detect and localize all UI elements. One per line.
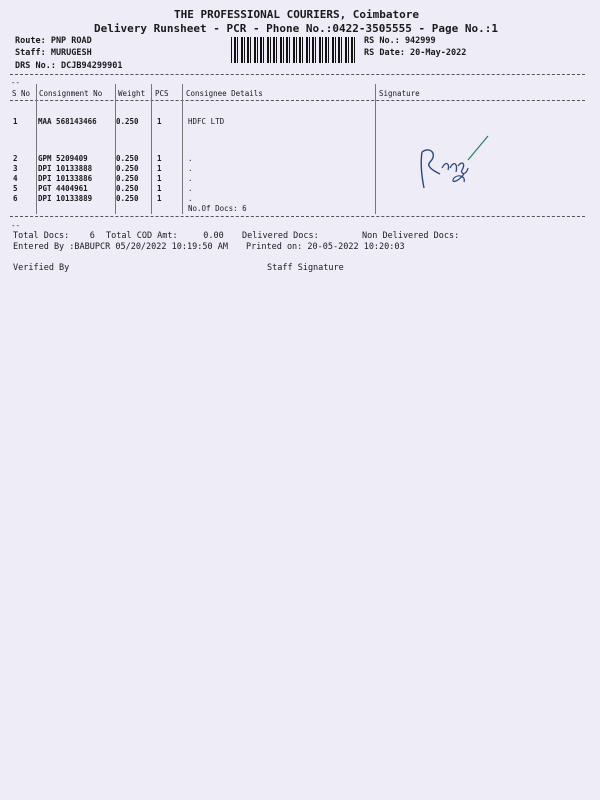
col-consignment: Consignment No bbox=[39, 89, 103, 98]
row-consignee: . bbox=[188, 194, 193, 203]
staff-signature-label: Staff Signature bbox=[267, 263, 344, 273]
row-consignment: GPM 5209409 bbox=[38, 154, 88, 163]
handwritten-signature bbox=[410, 130, 500, 200]
staff-label: Staff: MURUGESH bbox=[15, 48, 92, 58]
row-consignment: DPI 10133886 bbox=[38, 174, 93, 183]
header-divider bbox=[10, 74, 585, 75]
rs-number: RS No.: 942999 bbox=[364, 36, 436, 46]
total-cod: Total COD Amt: 0.00 bbox=[106, 231, 224, 241]
barcode bbox=[231, 37, 357, 63]
verified-by: Verified By bbox=[13, 263, 70, 273]
rs-date: RS Date: 20-May-2022 bbox=[364, 48, 467, 58]
company-title: THE PROFESSIONAL COURIERS, Coimbatore bbox=[174, 8, 420, 21]
row-sno: 2 bbox=[13, 154, 18, 163]
printed-on: Printed on: 20-05-2022 10:20:03 bbox=[246, 242, 405, 252]
col-sno: S No bbox=[12, 89, 31, 98]
table-header-divider bbox=[10, 100, 585, 101]
col-pcs: PCS bbox=[155, 89, 169, 98]
dash-mark: -- bbox=[11, 78, 21, 87]
row-sno: 1 bbox=[13, 117, 18, 126]
row-pcs: 1 bbox=[157, 154, 162, 163]
col-separator bbox=[375, 84, 376, 214]
row-consignee: HDFC LTD bbox=[188, 117, 225, 126]
row-sno: 3 bbox=[13, 164, 18, 173]
col-separator bbox=[182, 84, 183, 214]
row-sno: 5 bbox=[13, 184, 18, 193]
entered-by: Entered By :BABUPCR 05/20/2022 10:19:50 AM bbox=[13, 242, 228, 252]
runsheet-subtitle: Delivery Runsheet - PCR - Phone No.:0422-3505555 - Page No.:1 bbox=[94, 22, 498, 35]
row-pcs: 1 bbox=[157, 117, 162, 126]
row-sno: 6 bbox=[13, 194, 18, 203]
row-pcs: 1 bbox=[157, 184, 162, 193]
col-separator bbox=[151, 84, 152, 214]
row-consignee: . bbox=[188, 174, 193, 183]
row-consignment: DPI 10133888 bbox=[38, 164, 93, 173]
row-weight: 0.250 bbox=[116, 117, 139, 126]
row-pcs: 1 bbox=[157, 194, 162, 203]
row-sno: 4 bbox=[13, 174, 18, 183]
total-docs: Total Docs: 6 bbox=[13, 231, 95, 241]
row-consignment: MAA 568143466 bbox=[38, 117, 97, 126]
row-weight: 0.250 bbox=[116, 174, 139, 183]
row-consignee: . bbox=[188, 164, 193, 173]
dash-mark: -- bbox=[11, 221, 21, 230]
col-signature: Signature bbox=[379, 89, 420, 98]
table-bottom-divider bbox=[10, 216, 585, 217]
drs-number: DRS No.: DCJB94299901 bbox=[15, 61, 123, 71]
col-weight: Weight bbox=[118, 89, 146, 98]
row-weight: 0.250 bbox=[116, 154, 139, 163]
delivered-docs: Delivered Docs: bbox=[242, 231, 319, 241]
row-pcs: 1 bbox=[157, 174, 162, 183]
row-weight: 0.250 bbox=[116, 184, 139, 193]
row-weight: 0.250 bbox=[116, 194, 139, 203]
row-weight: 0.250 bbox=[116, 164, 139, 173]
non-delivered-docs: Non Delivered Docs: bbox=[362, 231, 460, 241]
row-consignment: DPI 10133889 bbox=[38, 194, 93, 203]
row-consignment: PGT 4404961 bbox=[38, 184, 88, 193]
row-consignee: . bbox=[188, 154, 193, 163]
col-consignee: Consignee Details bbox=[186, 89, 263, 98]
row-pcs: 1 bbox=[157, 164, 162, 173]
no-of-docs: No.Of Docs: 6 bbox=[188, 204, 247, 213]
col-separator bbox=[36, 84, 37, 214]
route-label: Route: PNP ROAD bbox=[15, 36, 92, 46]
row-consignee: . bbox=[188, 184, 193, 193]
